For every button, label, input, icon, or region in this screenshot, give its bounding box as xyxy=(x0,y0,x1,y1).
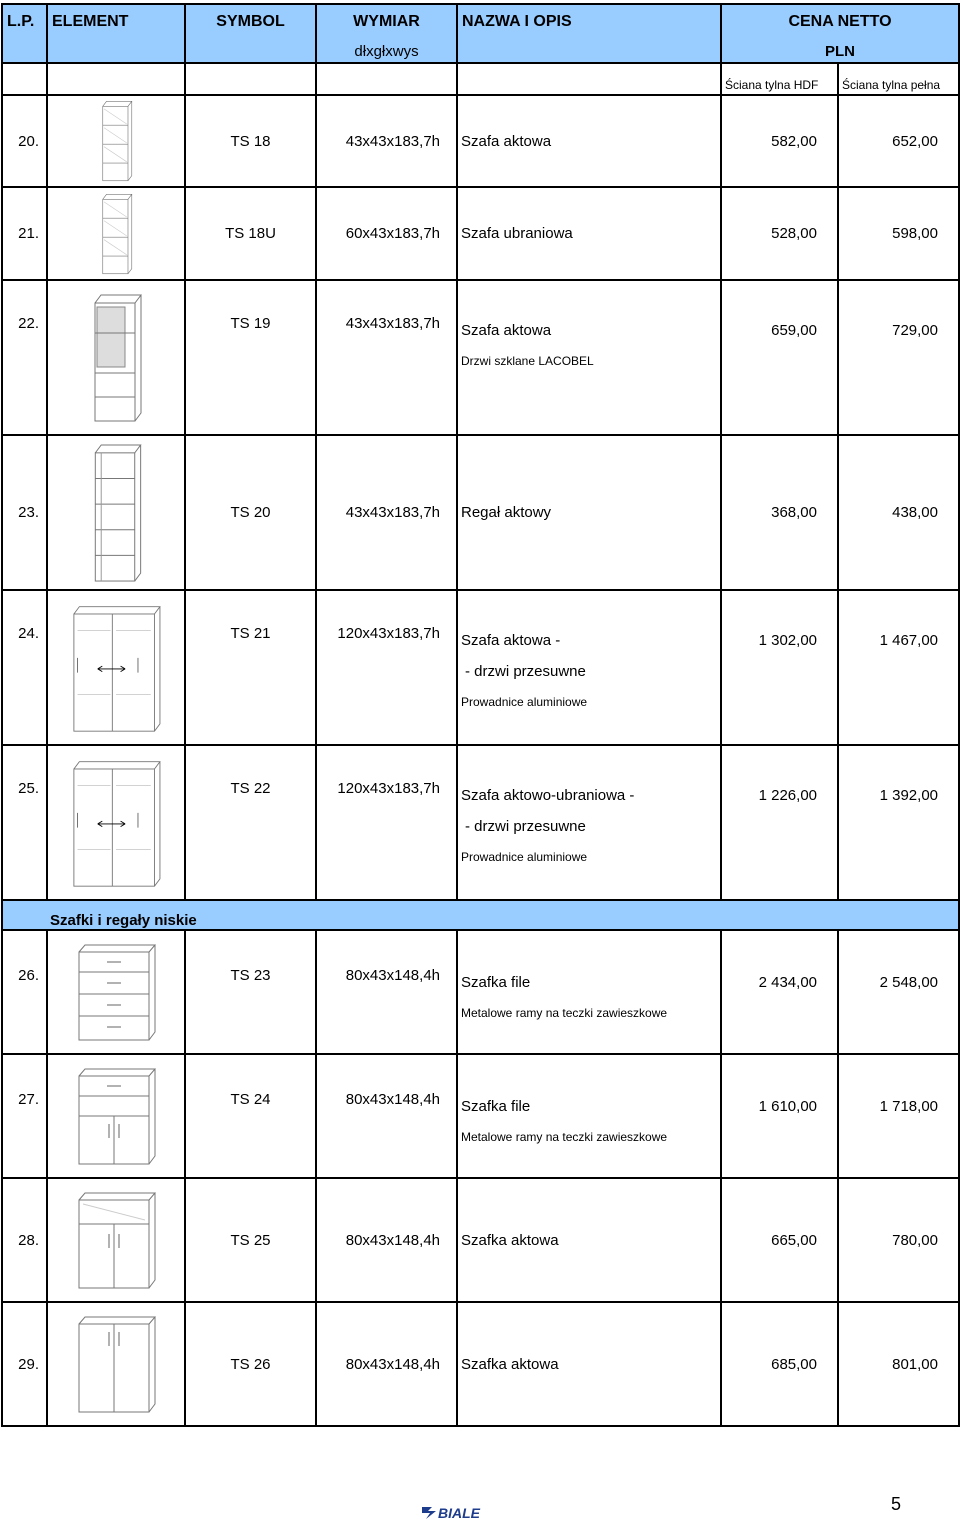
header-col-b: Ściana tylna pełna xyxy=(838,63,959,95)
row-price-full xyxy=(838,930,959,1054)
row-image xyxy=(47,930,185,1054)
table-row xyxy=(2,95,959,187)
row-image xyxy=(47,280,185,435)
row-name xyxy=(457,187,721,280)
header-nazwa: NAZWA I OPIS xyxy=(457,4,721,63)
row-note: Prowadnice aluminiowe xyxy=(461,850,588,864)
row-dimensions: 80x43x148,4h xyxy=(316,1054,457,1178)
row-price-hdf xyxy=(721,280,838,435)
header-col-a: Ściana tylna HDF xyxy=(721,63,838,95)
row-name xyxy=(457,95,721,187)
row-price-hdf xyxy=(721,930,838,1054)
price-hdf-value: 659,00 xyxy=(771,322,817,339)
row-price-full xyxy=(838,280,959,435)
row-lp: 25. xyxy=(2,745,47,900)
row-symbol: TS 25 xyxy=(185,1178,316,1302)
tall-cabinet-icon xyxy=(87,100,145,182)
row-dimensions: 80x43x148,4h xyxy=(316,1178,457,1302)
price-hdf-value: 1 610,00 xyxy=(758,1098,817,1115)
table-row xyxy=(2,187,959,280)
row-name xyxy=(457,280,721,435)
row-price-full xyxy=(838,1302,959,1426)
row-symbol: TS 18 xyxy=(185,95,316,187)
row-name xyxy=(457,1178,721,1302)
header-row xyxy=(2,4,959,63)
row-image xyxy=(47,1054,185,1178)
header-element: ELEMENT xyxy=(47,4,185,63)
row-price-hdf xyxy=(721,590,838,745)
header-wymiar xyxy=(316,4,457,63)
row-note: Metalowe ramy na teczki zawieszkowe xyxy=(461,1130,668,1144)
row-name xyxy=(457,930,721,1054)
row-lp: 26. xyxy=(2,930,47,1054)
biale-logo-icon xyxy=(418,1501,494,1523)
row-name-text: Szafka file xyxy=(461,1098,531,1115)
price-full-value: 780,00 xyxy=(892,1231,938,1249)
row-name xyxy=(457,1054,721,1178)
price-full-value: 1 718,00 xyxy=(879,1098,938,1115)
row-symbol: TS 18U xyxy=(185,187,316,280)
row-lp: 21. xyxy=(2,187,47,280)
row-dimensions: 120x43x183,7h xyxy=(316,590,457,745)
table-row xyxy=(2,1178,959,1302)
row-name xyxy=(457,745,721,900)
wardrobe-icon xyxy=(87,193,145,275)
row-lp: 24. xyxy=(2,590,47,745)
table-row xyxy=(2,930,959,1054)
row-name-line2: - drzwi przesuwne xyxy=(465,663,586,680)
row-symbol: TS 21 xyxy=(185,590,316,745)
row-price-full xyxy=(838,590,959,745)
row-name-text: Regał aktowy xyxy=(461,504,552,521)
row-price-full xyxy=(838,745,959,900)
price-full-value: 438,00 xyxy=(892,504,938,521)
row-name xyxy=(457,590,721,745)
row-note: Drzwi szklane LACOBEL xyxy=(461,354,594,368)
row-lp: 23. xyxy=(2,435,47,590)
row-price-full xyxy=(838,95,959,187)
row-lp: 22. xyxy=(2,280,47,435)
row-image xyxy=(47,1178,185,1302)
row-name xyxy=(457,435,721,590)
logo-text: BIALE xyxy=(438,1505,480,1521)
row-name-text: Szafka aktowa xyxy=(461,1355,559,1373)
sliding-door-cabinet-icon xyxy=(66,603,166,733)
drawer-cabinet-icon xyxy=(73,942,159,1042)
row-price-hdf xyxy=(721,1302,838,1426)
row-note: Prowadnice aluminiowe xyxy=(461,695,588,709)
price-full-value: 1 467,00 xyxy=(879,632,938,649)
row-name-text: Szafa aktowa - xyxy=(461,632,561,649)
row-name-line2: - drzwi przesuwne xyxy=(465,818,586,835)
row-price-full xyxy=(838,187,959,280)
row-name-text: Szafa aktowa xyxy=(461,322,552,339)
price-hdf-value: 528,00 xyxy=(771,225,817,242)
price-hdf-value: 1 302,00 xyxy=(758,632,817,649)
row-image xyxy=(47,1302,185,1426)
row-symbol: TS 24 xyxy=(185,1054,316,1178)
row-note: Metalowe ramy na teczki zawieszkowe xyxy=(461,1006,668,1020)
glass-door-cabinet-icon xyxy=(87,288,145,428)
price-table xyxy=(1,3,960,1427)
row-image xyxy=(47,435,185,590)
price-full-value: 729,00 xyxy=(892,322,938,339)
row-price-full xyxy=(838,1054,959,1178)
row-lp: 28. xyxy=(2,1178,47,1302)
row-lp: 27. xyxy=(2,1054,47,1178)
price-full-value: 1 392,00 xyxy=(879,787,938,804)
header-cena xyxy=(721,4,959,63)
price-hdf-value: 368,00 xyxy=(771,504,817,521)
header-lp: L.P. xyxy=(2,4,47,63)
price-full-value: 598,00 xyxy=(892,225,938,242)
header-cena-label: CENA NETTO xyxy=(788,13,892,30)
row-image xyxy=(47,95,185,187)
row-symbol: TS 19 xyxy=(185,280,316,435)
row-price-hdf xyxy=(721,745,838,900)
price-full-value: 652,00 xyxy=(892,132,938,150)
header-wymiar-label: WYMIAR xyxy=(353,13,420,30)
row-price-hdf xyxy=(721,187,838,280)
table-row xyxy=(2,435,959,590)
price-hdf-value: 582,00 xyxy=(771,132,817,150)
price-hdf-value: 665,00 xyxy=(771,1231,817,1249)
section-row xyxy=(2,900,959,930)
row-dimensions: 43x43x183,7h xyxy=(316,95,457,187)
row-dimensions: 120x43x183,7h xyxy=(316,745,457,900)
file-cabinet-icon xyxy=(73,1066,159,1166)
row-dimensions: 80x43x148,4h xyxy=(316,1302,457,1426)
sliding-wardrobe-icon xyxy=(66,758,166,888)
row-dimensions: 80x43x148,4h xyxy=(316,930,457,1054)
row-dimensions: 60x43x183,7h xyxy=(316,187,457,280)
table-row xyxy=(2,280,959,435)
section-title: Szafki i regały niskie xyxy=(2,900,959,930)
two-door-cabinet-icon xyxy=(73,1314,159,1414)
row-dimensions: 43x43x183,7h xyxy=(316,435,457,590)
price-hdf-value: 2 434,00 xyxy=(758,974,817,991)
row-symbol: TS 22 xyxy=(185,745,316,900)
low-cabinet-icon xyxy=(73,1190,159,1290)
row-price-full xyxy=(838,435,959,590)
page-number: 5 xyxy=(891,1494,902,1514)
row-image xyxy=(47,187,185,280)
row-price-hdf xyxy=(721,435,838,590)
price-full-value: 801,00 xyxy=(892,1355,938,1373)
row-lp: 20. xyxy=(2,95,47,187)
price-full-value: 2 548,00 xyxy=(879,974,938,991)
row-price-hdf xyxy=(721,1178,838,1302)
row-price-hdf xyxy=(721,95,838,187)
row-symbol: TS 23 xyxy=(185,930,316,1054)
row-lp: 29. xyxy=(2,1302,47,1426)
row-symbol: TS 20 xyxy=(185,435,316,590)
table-row xyxy=(2,1302,959,1426)
table-row xyxy=(2,745,959,900)
price-hdf-value: 685,00 xyxy=(771,1355,817,1373)
row-symbol: TS 26 xyxy=(185,1302,316,1426)
table-row xyxy=(2,1054,959,1178)
row-name xyxy=(457,1302,721,1426)
table-row xyxy=(2,590,959,745)
row-name-text: Szafka aktowa xyxy=(461,1231,559,1249)
header-wymiar-sub: dłxgłxwys xyxy=(354,43,419,60)
row-image xyxy=(47,745,185,900)
row-dimensions: 43x43x183,7h xyxy=(316,280,457,435)
header-symbol: SYMBOL xyxy=(185,4,316,63)
row-price-full xyxy=(838,1178,959,1302)
row-name-text: Szafa aktowa xyxy=(461,132,552,150)
open-shelf-icon xyxy=(87,443,145,583)
row-name-text: Szafa ubraniowa xyxy=(461,225,573,242)
row-image xyxy=(47,590,185,745)
price-hdf-value: 1 226,00 xyxy=(758,787,817,804)
subheader-row xyxy=(2,63,959,95)
row-name-text: Szafa aktowo-ubraniowa - xyxy=(461,787,635,804)
row-price-hdf xyxy=(721,1054,838,1178)
header-cena-sub: PLN xyxy=(825,43,855,60)
row-name-text: Szafka file xyxy=(461,974,531,991)
